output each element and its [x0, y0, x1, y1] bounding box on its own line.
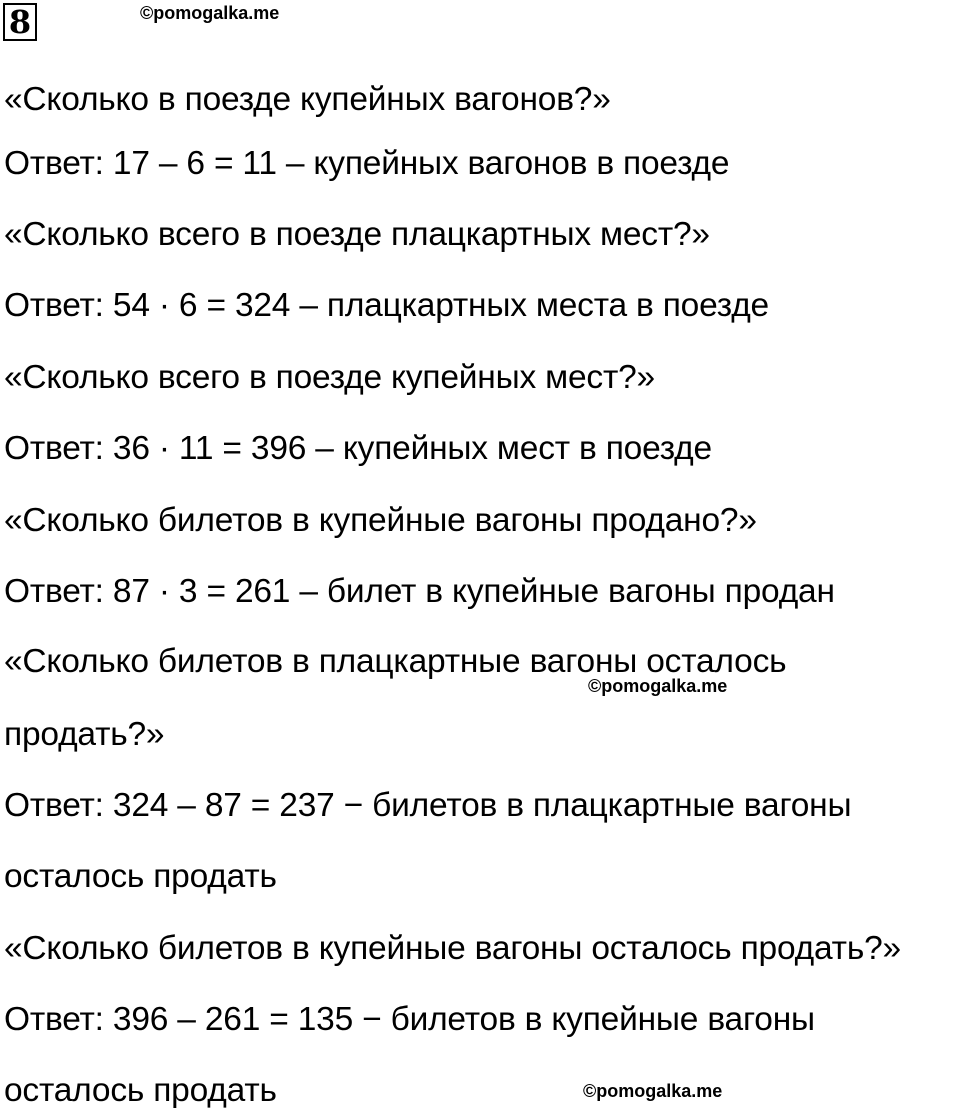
task-number-box: 8	[3, 3, 37, 41]
answer-line-3: Ответ: 36 · 11 = 396 – купейных мест в поезде	[4, 430, 712, 467]
question-line-3: «Сколько всего в поезде купейных мест?»	[4, 359, 655, 396]
watermark-bottom: ©pomogalka.me	[583, 1081, 723, 1101]
answer-line-1: Ответ: 17 – 6 = 11 – купейных вагонов в поезде	[4, 145, 730, 182]
question-line-5a: «Сколько билетов в плацкартные вагоны осталось	[4, 643, 787, 680]
question-line-4: «Сколько билетов в купейные вагоны продано?»	[4, 502, 757, 539]
question-line-5b: продать?»	[4, 716, 165, 753]
answer-line-5a: Ответ: 324 – 87 = 237 − билетов в плацкартные вагоны	[4, 787, 852, 824]
question-line-2: «Сколько всего в поезде плацкартных мест?»	[4, 216, 710, 253]
question-line-6: «Сколько билетов в купейные вагоны осталось продать?»	[4, 930, 901, 967]
answer-line-6a: Ответ: 396 – 261 = 135 − билетов в купейные вагоны	[4, 1001, 815, 1038]
answer-line-4: Ответ: 87 · 3 = 261 – билет в купейные вагоны продан	[4, 573, 835, 610]
question-line-1: «Сколько в поезде купейных вагонов?»	[4, 81, 611, 118]
watermark-middle: ©pomogalka.me	[588, 676, 728, 696]
answer-line-2: Ответ: 54 · 6 = 324 – плацкартных места в поезде	[4, 287, 769, 324]
answer-line-5b: осталось продать	[4, 858, 277, 895]
watermark-top: ©pomogalka.me	[140, 3, 280, 23]
answer-line-6b: осталось продать	[4, 1072, 277, 1109]
